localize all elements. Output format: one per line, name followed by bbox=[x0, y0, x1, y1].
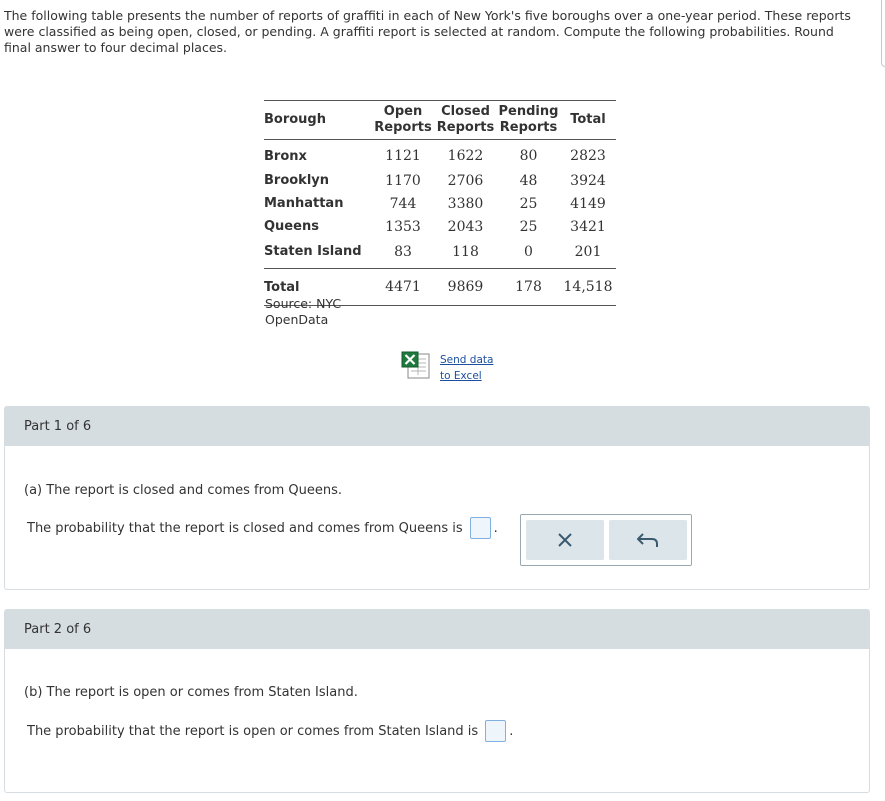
cell-pending: 25 bbox=[519, 195, 538, 212]
cell-total-label: Total bbox=[264, 279, 300, 295]
cell-closed: 118 bbox=[452, 243, 479, 260]
part-2-answer-line bbox=[27, 720, 513, 742]
excel-icon[interactable] bbox=[401, 351, 431, 379]
close-x-icon bbox=[556, 531, 574, 549]
problem-intro: The following table presents the number of reports of graffiti in each of New York's five boroughs over a one-year period. These reports were classified as being open, closed, or pending. A graffiti report is selected at random. Compute the following probabilities. Round final answer to four decimal places. bbox=[4, 8, 851, 55]
scroll-panel-edge bbox=[881, 0, 885, 67]
cell-open: 83 bbox=[394, 243, 412, 260]
cell-open: 1170 bbox=[385, 172, 421, 189]
cell-closed: 3380 bbox=[447, 195, 484, 212]
send-to-excel-link[interactable] bbox=[440, 352, 493, 384]
cell-open: 1353 bbox=[385, 218, 421, 235]
table-row bbox=[264, 169, 616, 192]
table-source: Source: NYC OpenData bbox=[265, 296, 342, 327]
header-pending bbox=[497, 101, 560, 140]
table-row bbox=[264, 238, 616, 269]
cell-total: 3421 bbox=[570, 218, 606, 235]
part-2-answer-input[interactable] bbox=[485, 720, 506, 742]
table-row bbox=[264, 140, 616, 170]
cell-borough: Brooklyn bbox=[264, 173, 330, 188]
table-header-row bbox=[264, 101, 616, 140]
cell-open: 744 bbox=[389, 195, 417, 212]
cell-pending: 0 bbox=[524, 243, 533, 260]
cell-closed: 1622 bbox=[447, 148, 484, 164]
cell-total-closed: 9869 bbox=[447, 279, 484, 295]
header-closed bbox=[434, 101, 497, 140]
cell-closed: 2706 bbox=[447, 172, 484, 189]
cell-grand-total: 14,518 bbox=[563, 279, 613, 295]
header-open bbox=[372, 101, 434, 140]
graffiti-table bbox=[264, 100, 616, 306]
cell-total: 2823 bbox=[570, 148, 606, 164]
excel-link-line1[interactable]: Send data bbox=[440, 354, 494, 366]
table-row bbox=[264, 215, 616, 238]
answer-toolbox bbox=[520, 514, 692, 566]
undo-button[interactable] bbox=[609, 520, 687, 560]
part-2-header: Part 2 of 6 bbox=[5, 610, 869, 649]
cell-total-pending: 178 bbox=[515, 279, 542, 295]
header-closed-line1: Closed bbox=[441, 104, 490, 119]
cell-total: 4149 bbox=[570, 195, 606, 212]
cell-borough: Queens bbox=[264, 219, 319, 234]
header-open-line2: Reports bbox=[374, 120, 432, 135]
part-1-period: . bbox=[493, 520, 498, 536]
part-1-panel bbox=[4, 406, 870, 590]
cell-pending: 48 bbox=[519, 172, 538, 189]
cell-borough: Staten Island bbox=[264, 244, 362, 259]
part-2-panel bbox=[4, 609, 870, 793]
table-row bbox=[264, 192, 616, 215]
part-2-answer-prompt: The probability that the report is open or comes from Staten Island is bbox=[27, 723, 479, 739]
part-1-question: (a) The report is closed and comes from Queens. bbox=[24, 483, 343, 498]
part-2-question: (b) The report is open or comes from Staten Island. bbox=[24, 685, 358, 700]
part-1-header: Part 1 of 6 bbox=[5, 407, 869, 446]
part-1-answer-prompt: The probability that the report is closed and comes from Queens is bbox=[27, 520, 463, 536]
header-closed-line2: Reports bbox=[436, 120, 495, 135]
part-2-period: . bbox=[509, 723, 514, 739]
cell-borough: Manhattan bbox=[264, 196, 344, 211]
cell-pending: 25 bbox=[519, 218, 538, 235]
header-open-line1: Open bbox=[383, 104, 423, 119]
cell-borough: Bronx bbox=[264, 148, 307, 164]
header-total: Total bbox=[570, 112, 606, 127]
header-pending-line2: Reports bbox=[499, 120, 558, 135]
cell-closed: 2043 bbox=[447, 218, 484, 235]
undo-arrow-icon bbox=[635, 530, 661, 550]
part-1-answer-input[interactable] bbox=[470, 517, 491, 539]
clear-button[interactable] bbox=[526, 520, 604, 560]
cell-total-open: 4471 bbox=[385, 279, 421, 295]
cell-open: 1121 bbox=[385, 148, 421, 164]
cell-total: 3924 bbox=[570, 172, 606, 189]
cell-pending: 80 bbox=[519, 148, 538, 164]
excel-link-line2[interactable]: to Excel bbox=[440, 370, 482, 382]
header-borough: Borough bbox=[264, 112, 326, 127]
cell-total: 201 bbox=[574, 243, 602, 260]
part-1-answer-line bbox=[27, 517, 498, 539]
header-pending-line1: Pending bbox=[498, 104, 559, 119]
